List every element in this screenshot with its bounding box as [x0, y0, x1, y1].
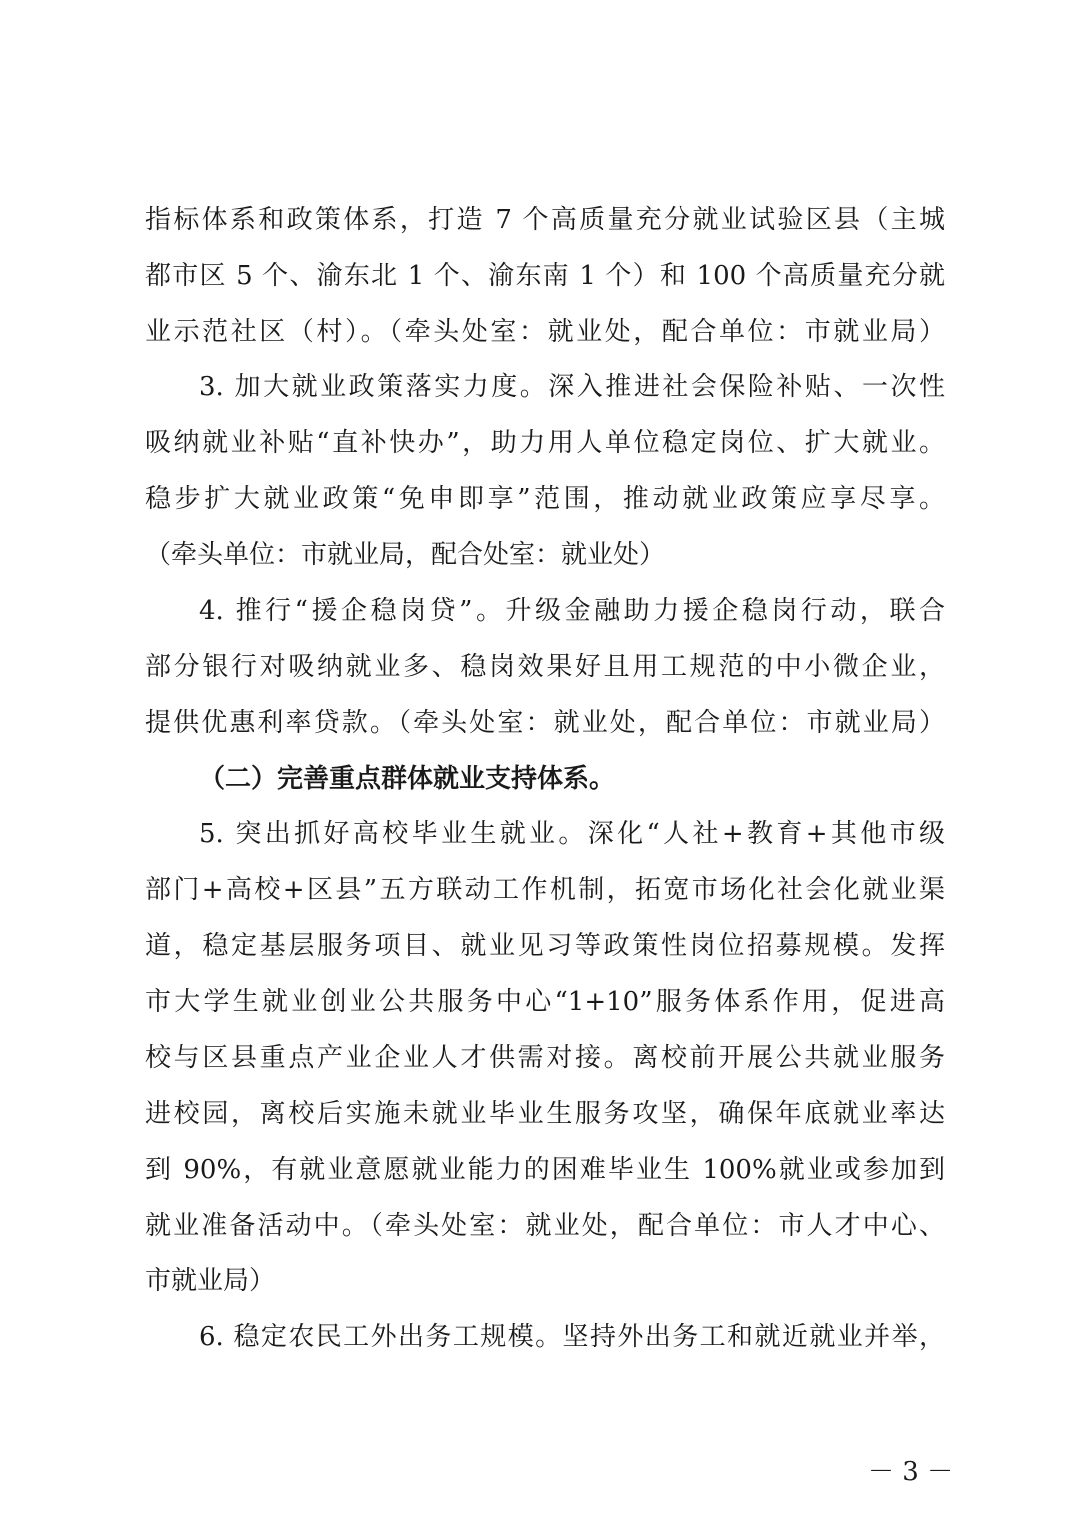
item-4-first-line: 4. 推行“援企稳岗贷”。升级金融助力援企稳岗行动，联合 — [199, 596, 945, 626]
text-line: 校与区县重点产业企业人才供需对接。离校前开展公共就业服务 — [145, 1043, 945, 1073]
text-line: 到 90%，有就业意愿就业能力的困难毕业生 100%就业或参加到 — [145, 1155, 945, 1185]
text-line: 稳步扩大就业政策“免申即享”范围，推动就业政策应享尽享。 — [145, 484, 945, 514]
item-3-first-line: 3. 加大就业政策落实力度。深入推进社会保险补贴、一次性 — [199, 372, 945, 402]
section-heading: （二）完善重点群体就业支持体系。 — [199, 764, 616, 794]
item-6-first-line: 6. 稳定农民工外出务工规模。坚持外出务工和就近就业并举， — [199, 1322, 945, 1352]
text-line: 吸纳就业补贴“直补快办”，助力用人单位稳定岗位、扩大就业。 — [145, 428, 945, 458]
text-line: 市大学生就业创业公共服务中心“1+10”服务体系作用，促进高 — [145, 987, 945, 1017]
text-line: 就业准备活动中。（牵头处室：就业处，配合单位：市人才中心、 — [145, 1211, 945, 1241]
text-line: 道，稳定基层服务项目、就业见习等政策性岗位招募规模。发挥 — [145, 931, 945, 961]
text-line: 提供优惠利率贷款。（牵头处室：就业处，配合单位：市就业局） — [145, 708, 945, 738]
text-line: 业示范社区（村）。（牵头处室：就业处，配合单位：市就业局） — [145, 317, 945, 347]
item-5-first-line: 5. 突出抓好高校毕业生就业。深化“人社+教育+其他市级 — [199, 819, 945, 849]
text-line: 指标体系和政策体系，打造 7 个高质量充分就业试验区县（主城 — [145, 205, 945, 235]
text-line: 进校园，离校后实施未就业毕业生服务攻坚，确保年底就业率达 — [145, 1099, 945, 1129]
text-line: 部分银行对吸纳就业多、稳岗效果好且用工规范的中小微企业， — [145, 652, 945, 682]
text-line: 部门+高校+区县”五方联动工作机制，拓宽市场化社会化就业渠 — [145, 875, 945, 905]
text-line: （牵头单位：市就业局，配合处室：就业处） — [145, 540, 666, 570]
page-number: － 3 － — [868, 1457, 954, 1487]
text-line: 都市区 5 个、渝东北 1 个、渝东南 1 个）和 100 个高质量充分就 — [145, 261, 945, 291]
text-line: 市就业局） — [145, 1266, 276, 1296]
